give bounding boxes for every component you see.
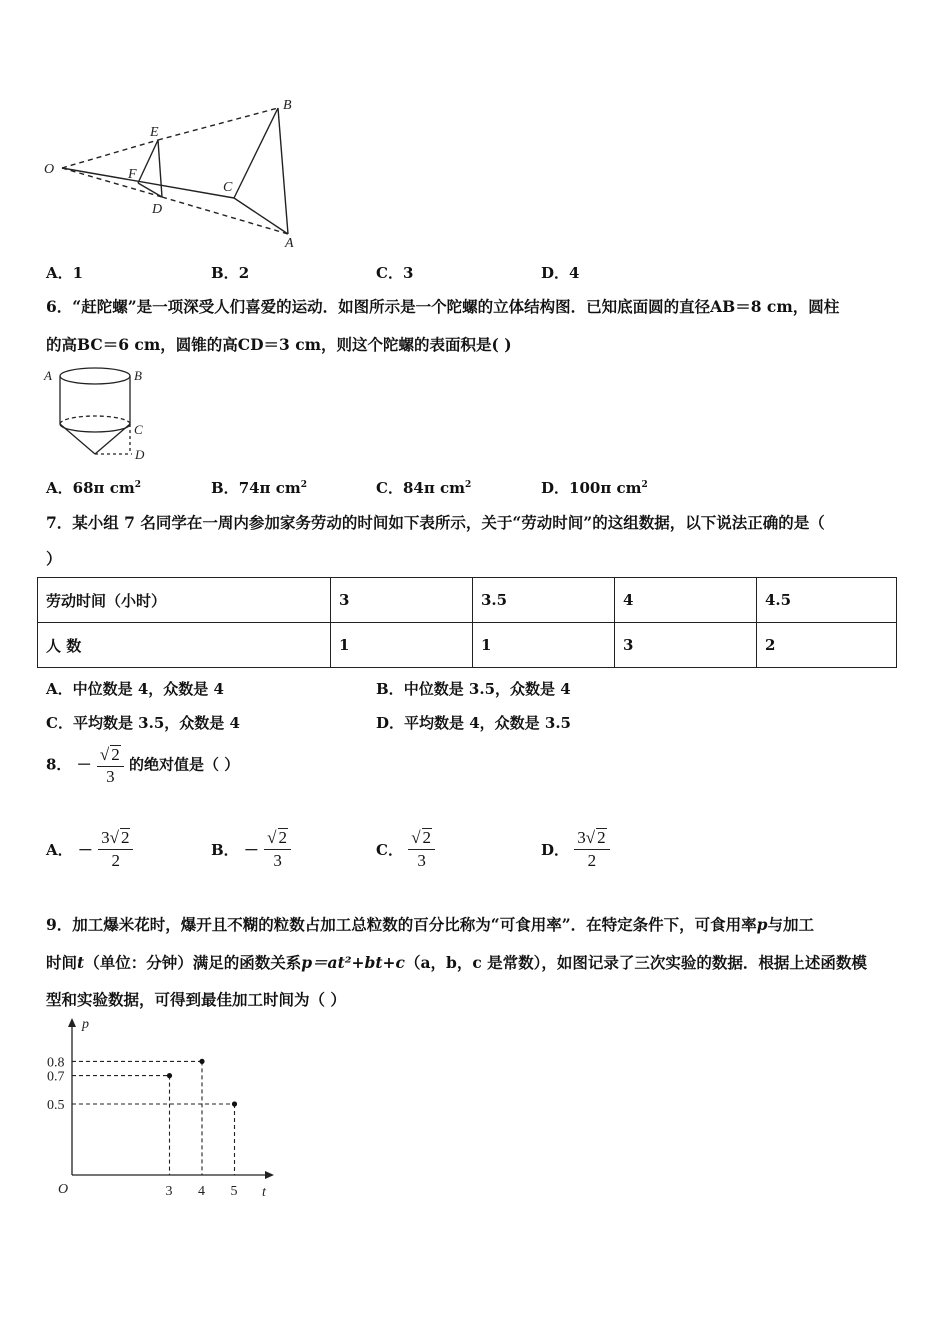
q8-option-a[interactable]: A． － $\frac{3√ 2}{2}$ xyxy=(46,828,133,871)
label-a: A xyxy=(285,236,294,251)
q6-option-b[interactable]: B．74π $cm^2$ xyxy=(211,479,308,497)
line-eb-dashed xyxy=(158,108,278,140)
q7-stem-line1: 7．某小组 7 名同学在一周内参加家务劳动的时间如下表所示，关于“劳动时间”的这组数据，以下说法正确的是（ xyxy=(46,513,825,532)
q9-scatter-chart xyxy=(40,1010,290,1205)
table-cell: 4 xyxy=(615,578,757,623)
line-ofc xyxy=(62,168,234,198)
line-bc xyxy=(234,108,278,198)
q7-stem-line2: ） xyxy=(46,549,62,568)
q9-stem-line2: 时间t（单位：分钟）满足的函数关系p＝at²+bt+c（a，b，c 是常数），如图记录了三次实验的数据．根据上述函数模 xyxy=(46,953,867,972)
label-c: C xyxy=(134,422,143,437)
data-point xyxy=(199,1059,204,1064)
q5-option-c[interactable]: C．3 xyxy=(376,264,414,282)
table-row xyxy=(38,623,897,668)
q8-option-b[interactable]: B． － $\frac{√ 2}{3}$ xyxy=(211,828,291,871)
q7-option-b[interactable]: B．中位数是 3.5，众数是 4 xyxy=(376,680,571,698)
cone-right-edge xyxy=(95,424,130,454)
y-tick-label: 0.5 xyxy=(47,1098,65,1113)
data-point xyxy=(232,1101,237,1106)
y-axis-arrow xyxy=(68,1018,76,1027)
label-e: E xyxy=(150,125,159,140)
q6-option-d[interactable]: D．100π $cm^2$ xyxy=(541,479,648,497)
line-ef xyxy=(138,140,158,183)
y-tick-label: 0.8 xyxy=(47,1055,65,1071)
y-axis-label: p xyxy=(82,1017,89,1032)
x-tick-label: 5 xyxy=(230,1184,238,1199)
cylinder-top-ellipse xyxy=(60,368,130,384)
line-da-dashed xyxy=(162,197,288,234)
table-cell: 2 xyxy=(757,623,897,668)
q9-stem-line1: 9．加工爆米花时，爆开且不糊的粒数占加工总粒数的百分比称为“可食用率”．在特定条件下，可食用率p与加工 xyxy=(46,915,814,934)
x-axis-label: t xyxy=(262,1185,266,1200)
data-point xyxy=(167,1073,172,1078)
table-cell: 1 xyxy=(473,623,615,668)
table-cell: 3 xyxy=(615,623,757,668)
q8-stem-tail: 的绝对值是（ ） xyxy=(129,755,240,774)
q8-minus: － xyxy=(76,755,92,774)
table-cell: 4.5 xyxy=(757,578,897,623)
table-cell: 劳动时间（小时） xyxy=(38,578,331,623)
q7-option-d[interactable]: D．平均数是 4，众数是 3.5 xyxy=(376,714,571,732)
y-tick-label: 0.7 xyxy=(47,1069,65,1085)
label-d: D xyxy=(135,447,145,462)
q9-stem-line3: 型和实验数据，可得到最佳加工时间为（ ） xyxy=(46,990,346,1009)
x-tick-label: 4 xyxy=(198,1184,205,1199)
q5-option-b[interactable]: B．2 xyxy=(211,264,250,282)
q6-stem-line2: 的高BC＝6 cm，圆锥的高CD＝3 cm，则这个陀螺的表面积是( ) xyxy=(46,335,512,354)
cylinder-bottom-back-dashed xyxy=(60,416,130,424)
q8-number: 8． xyxy=(46,755,72,774)
q6-stem-line1: 6．“赶陀螺”是一项深受人们喜爱的运动．如图所示是一个陀螺的立体结构图．已知底面圆的直径AB＝8 cm，圆柱 xyxy=(46,297,840,316)
q5-figure xyxy=(40,95,310,255)
label-o: O xyxy=(44,162,55,177)
line-oe-dashed xyxy=(62,140,158,168)
table-cell: 1 xyxy=(331,623,473,668)
label-d: D xyxy=(152,202,163,217)
labor-table xyxy=(37,577,897,668)
x-axis-arrow xyxy=(265,1171,274,1179)
q6-option-a[interactable]: A．68π $cm^2$ xyxy=(46,479,141,497)
table-row xyxy=(38,578,897,623)
q8-stem-fraction: $\frac{√ 2}{3}$ xyxy=(97,745,124,785)
label-f: F xyxy=(128,167,137,182)
label-c: C xyxy=(223,180,233,195)
label-b: B xyxy=(134,368,142,383)
table-cell: 人 数 xyxy=(38,623,331,668)
line-ca xyxy=(234,198,288,234)
q7-option-c[interactable]: C．平均数是 3.5，众数是 4 xyxy=(46,714,240,732)
q7-option-a[interactable]: A．中位数是 4，众数是 4 xyxy=(46,680,224,698)
label-a: A xyxy=(44,368,52,383)
q8-option-c[interactable]: C． $\frac{√ 2}{3}$ xyxy=(376,828,435,871)
q5-option-d[interactable]: D．4 xyxy=(541,264,580,282)
q6-option-c[interactable]: C．84π $cm^2$ xyxy=(376,479,472,497)
q8-option-d[interactable]: D． $\frac{3√ 2}{2}$ xyxy=(541,828,610,871)
q8-stem xyxy=(46,745,239,785)
table-cell: 3 xyxy=(331,578,473,623)
cylinder-bottom-front xyxy=(60,424,130,432)
line-ba xyxy=(278,108,288,234)
q5-option-a[interactable]: A．1 xyxy=(46,264,84,282)
label-b: B xyxy=(283,98,292,113)
q6-top-figure xyxy=(40,362,160,467)
table-cell: 3.5 xyxy=(473,578,615,623)
line-ed xyxy=(158,140,162,197)
x-tick-label: 3 xyxy=(165,1184,173,1199)
cone-left-edge xyxy=(60,424,95,454)
origin-label: O xyxy=(58,1182,69,1197)
